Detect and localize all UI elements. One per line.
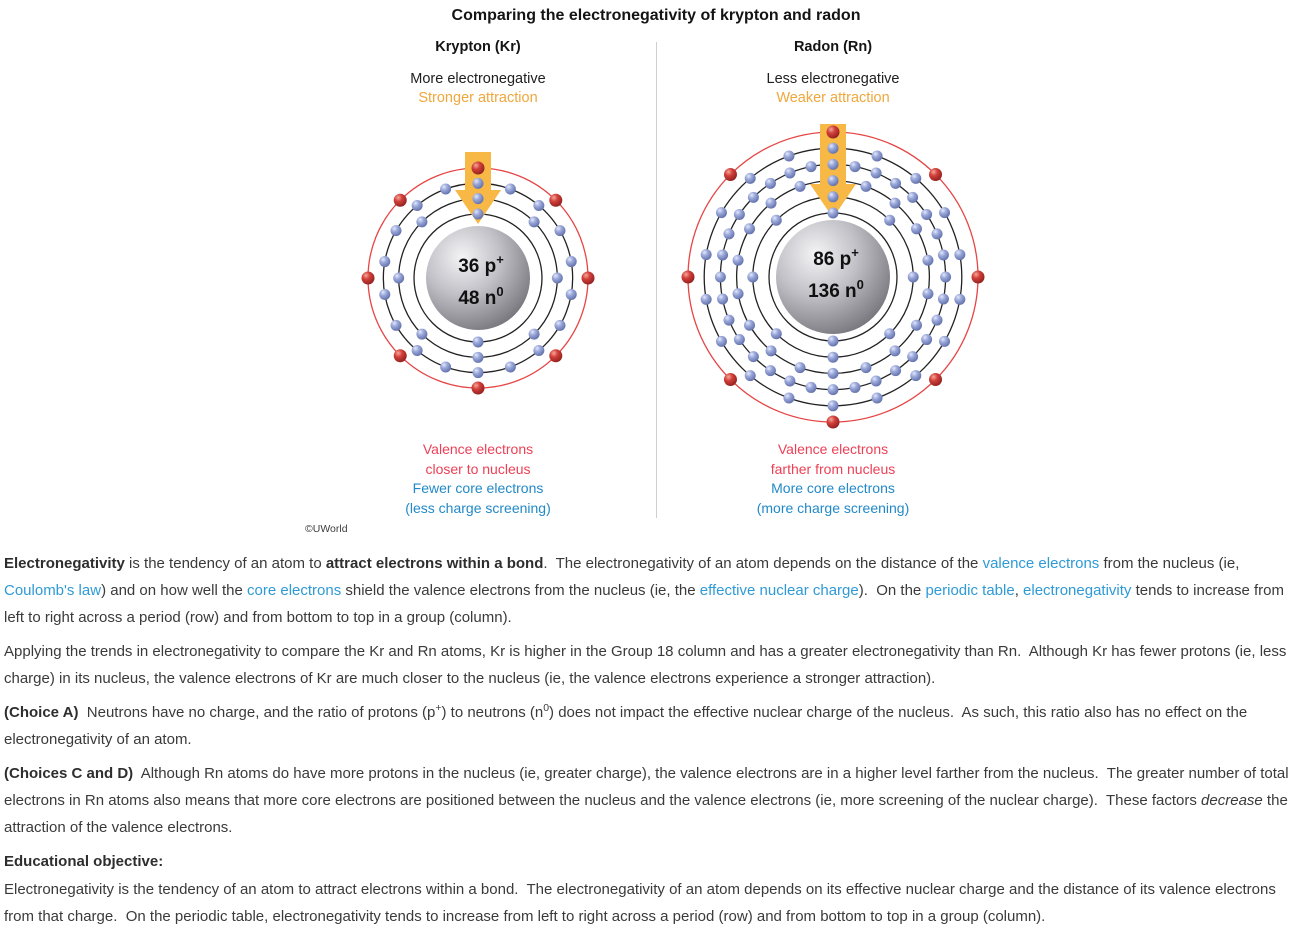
core-electron	[766, 198, 777, 209]
paragraph-choice-a	[4, 699, 1307, 753]
core-electron	[733, 255, 744, 266]
core-electron	[795, 181, 806, 192]
nucleus-label: 36 p+	[458, 252, 504, 277]
core-electron	[473, 337, 484, 348]
core-electron	[765, 178, 776, 189]
core-electron	[744, 223, 755, 234]
rn-attraction-line: Weaker attraction	[776, 90, 890, 106]
rn-caption-line: (more charge screening)	[756, 499, 910, 516]
valence-electron	[549, 349, 562, 362]
core-electron	[783, 150, 794, 161]
core-electron	[552, 273, 563, 284]
core-electron	[505, 361, 516, 372]
uworld-copyright: ©UWorld	[305, 523, 348, 535]
kr-caption-line: Fewer core electrons	[412, 480, 544, 496]
core-electron	[940, 272, 951, 283]
core-electron	[745, 370, 756, 381]
hyperlink[interactable]: valence electrons	[982, 555, 1100, 572]
core-electron	[716, 336, 727, 347]
hyperlink[interactable]: electronegativity	[1023, 582, 1132, 599]
text-segment: Neutrons have no charge, and the ratio of protons (p	[78, 704, 436, 721]
core-electron	[828, 191, 839, 202]
core-electron	[473, 352, 484, 363]
core-electron	[922, 288, 933, 299]
core-electron	[701, 249, 712, 260]
text-segment: (Choice A)	[4, 704, 79, 721]
text-segment: ) and on how well the	[101, 582, 247, 599]
figure-title: Comparing the electronegativity of krypton and radon	[451, 7, 861, 24]
core-electron	[860, 362, 871, 373]
core-electron	[473, 367, 484, 378]
valence-electron	[362, 272, 375, 285]
core-electron	[715, 272, 726, 283]
core-electron	[783, 393, 794, 404]
core-electron	[744, 320, 755, 331]
core-electron	[748, 192, 759, 203]
rn-atom-diagram	[675, 118, 991, 434]
core-electron	[932, 228, 943, 239]
text-segment: shield the valence electrons from the nucleus (ie, the	[341, 582, 700, 599]
hyperlink[interactable]: core electrons	[247, 582, 342, 599]
valence-electron	[929, 168, 942, 181]
core-electron	[939, 207, 950, 218]
core-electron	[723, 228, 734, 239]
core-electron	[566, 289, 577, 300]
core-electron	[766, 345, 777, 356]
text-segment: tends to increase from left to right across a period (row) and from bottom to top in a group (column).	[4, 582, 1289, 626]
explanation-text	[0, 543, 1312, 930]
core-electron	[910, 370, 921, 381]
core-electron	[795, 362, 806, 373]
valence-electron	[394, 194, 407, 207]
core-electron	[828, 384, 839, 395]
kr-atom-diagram	[340, 144, 616, 400]
core-electron	[745, 173, 756, 184]
core-electron	[723, 315, 734, 326]
paragraph-intro	[4, 550, 1307, 631]
text-segment: Electronegativity is the tendency of an atom to attract electrons within a bond. The electronegativity of an atom depends on its effective nuclear charge and the distance of its valence electrons from that charge. On the periodic table, electronegativity tends to increase from left to right across a period (row) and from bottom to top in a group (column).	[4, 881, 1281, 925]
core-electron	[910, 173, 921, 184]
text-segment: attract electrons within a bond	[325, 555, 544, 572]
core-electron	[871, 376, 882, 387]
nucleus-label: 86 p+	[813, 245, 859, 270]
core-electron	[412, 345, 423, 356]
core-electron	[784, 376, 795, 387]
valence-electron	[827, 416, 840, 429]
core-electron	[440, 361, 451, 372]
core-electron	[771, 328, 782, 339]
core-electron	[911, 320, 922, 331]
kr-caption-line: closer to nucleus	[425, 460, 531, 477]
core-electron	[771, 215, 782, 226]
core-electron	[828, 368, 839, 379]
core-electron	[734, 334, 745, 345]
nucleus	[776, 220, 890, 334]
core-electron	[954, 294, 965, 305]
text-segment: decrease	[1201, 792, 1263, 809]
core-electron	[849, 382, 860, 393]
core-electron	[921, 334, 932, 345]
paragraph-educational-objective	[4, 876, 1307, 930]
paragraph-educational-objective-heading	[4, 848, 1307, 875]
core-electron	[716, 207, 727, 218]
core-electron	[554, 320, 565, 331]
nucleus-label: 48 $n^0$	[458, 284, 504, 309]
core-electron	[416, 329, 427, 340]
core-electron	[529, 216, 540, 227]
core-electron	[533, 200, 544, 211]
core-electron	[884, 215, 895, 226]
text-segment: is the tendency of an atom to	[124, 555, 326, 572]
core-electron	[701, 294, 712, 305]
text-segment: ,	[1014, 582, 1024, 599]
core-electron	[734, 209, 745, 220]
text-segment: Educational objective:	[4, 853, 164, 870]
valence-electron	[972, 271, 985, 284]
valence-electron	[582, 272, 595, 285]
core-electron	[938, 293, 949, 304]
rn-caption-line: farther from nucleus	[770, 460, 896, 477]
core-electron	[554, 225, 565, 236]
core-electron	[733, 288, 744, 299]
core-electron	[860, 181, 871, 192]
core-electron	[889, 198, 900, 209]
paragraph-trend-application	[4, 638, 1307, 692]
core-electron	[533, 345, 544, 356]
valence-electron	[929, 373, 942, 386]
core-electron	[932, 315, 943, 326]
core-electron	[938, 250, 949, 261]
core-electron	[884, 328, 895, 339]
core-electron	[828, 400, 839, 411]
core-electron	[748, 351, 759, 362]
rn-electronegativity-line: Less electronegative	[766, 71, 900, 87]
core-electron	[828, 336, 839, 347]
valence-electron	[724, 373, 737, 386]
valence-electron	[549, 194, 562, 207]
core-electron	[717, 250, 728, 261]
text-segment: 0	[543, 702, 550, 714]
core-electron	[828, 208, 839, 219]
nucleus-label: 136 $n^0$	[808, 277, 864, 302]
core-electron	[890, 365, 901, 376]
core-electron	[566, 256, 577, 267]
core-electron	[473, 178, 484, 189]
kr-caption-line: Valence electrons	[422, 441, 534, 457]
core-electron	[784, 167, 795, 178]
text-segment: ). On the	[858, 582, 926, 599]
text-segment: ) does not impact the effective nuclear charge of the nucleus. As such, this ratio also has no effect on the electronegativity of an atom.	[4, 704, 1252, 748]
core-electron	[505, 184, 516, 195]
text-segment: (Choices C and D)	[4, 765, 134, 782]
core-electron	[529, 329, 540, 340]
kr-electronegativity-line: More electronegative	[410, 71, 546, 87]
core-electron	[828, 143, 839, 154]
core-electron	[765, 365, 776, 376]
core-electron	[391, 225, 402, 236]
kr-column-header: Krypton (Kr)	[435, 39, 521, 55]
text-segment: from the nucleus (ie,	[1099, 555, 1244, 572]
core-electron	[379, 289, 390, 300]
rn-column-header: Radon (Rn)	[793, 39, 873, 55]
text-segment: ) to neutrons (n	[441, 704, 544, 721]
kr-attraction-line: Stronger attraction	[418, 90, 538, 106]
hyperlink[interactable]: Coulomb's law	[4, 582, 102, 599]
core-electron	[907, 192, 918, 203]
text-segment: Electronegativity	[4, 555, 125, 572]
core-electron	[872, 393, 883, 404]
core-electron	[922, 255, 933, 266]
core-electron	[440, 184, 451, 195]
core-electron	[828, 352, 839, 363]
text-segment: +	[435, 702, 442, 714]
hyperlink[interactable]: periodic table	[925, 582, 1015, 599]
core-electron	[911, 223, 922, 234]
core-electron	[412, 200, 423, 211]
kr-caption-line: (less charge screening)	[405, 499, 551, 516]
core-electron	[393, 273, 404, 284]
kr-captions	[348, 440, 608, 518]
text-segment: Applying the trends in electronegativity to compare the Kr and Rn atoms, Kr is higher in the Group 18 column and has a greater electronegativity than Rn. Although Kr has fewer protons (ie, less charge) in its nucleus, the valence electrons of Kr are much closer to the nucleus (ie, the valence electrons experience a stronger attraction).	[4, 643, 1291, 687]
core-electron	[872, 150, 883, 161]
core-electron	[473, 209, 484, 220]
hyperlink[interactable]: effective nuclear charge	[699, 582, 859, 599]
core-electron	[747, 272, 758, 283]
core-electron	[806, 161, 817, 172]
valence-electron	[472, 382, 485, 395]
core-electron	[379, 256, 390, 267]
core-electron	[921, 209, 932, 220]
text-segment: . The electronegativity of an atom depends on the distance of the	[543, 555, 983, 572]
core-electron	[828, 159, 839, 170]
rn-captions	[703, 440, 963, 518]
core-electron	[717, 293, 728, 304]
rn-caption-line: Valence electrons	[777, 441, 889, 457]
core-electron	[907, 351, 918, 362]
nucleus	[426, 226, 530, 330]
valence-electron	[472, 162, 485, 175]
valence-electron	[394, 349, 407, 362]
valence-electron	[682, 271, 695, 284]
core-electron	[939, 336, 950, 347]
core-electron	[889, 345, 900, 356]
paragraph-choices-c-d	[4, 760, 1307, 841]
core-electron	[849, 161, 860, 172]
text-segment: the attraction of the valence electrons.	[4, 792, 1292, 836]
core-electron	[473, 193, 484, 204]
core-electron	[806, 382, 817, 393]
column-divider	[656, 42, 657, 518]
valence-electron	[827, 126, 840, 139]
core-electron	[828, 175, 839, 186]
core-electron	[391, 320, 402, 331]
core-electron	[954, 249, 965, 260]
rn-caption-line: More core electrons	[771, 480, 895, 496]
core-electron	[908, 272, 919, 283]
core-electron	[416, 216, 427, 227]
valence-electron	[724, 168, 737, 181]
core-electron	[871, 167, 882, 178]
core-electron	[890, 178, 901, 189]
text-segment: Although Rn atoms do have more protons in the nucleus (ie, greater charge), the valence electrons are in a higher level farther from the nucleus. The greater number of total electrons in Rn atoms also means that more core electrons are positioned between the nucleus and the valence electrons (ie, more screening of the nuclear charge). These factors	[4, 765, 1293, 809]
